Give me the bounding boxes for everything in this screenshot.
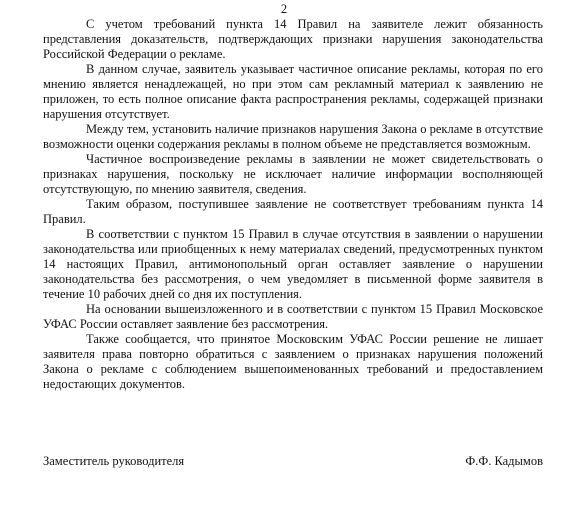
- page-number: 2: [280, 2, 288, 16]
- paragraph-burden-of-proof: С учетом требований пункта 14 Правил на заявителе лежит обязанность представления доказательств, подтверждающих признаки нарушения законодательства Российской Федерации о рекламе.: [43, 17, 543, 61]
- paragraph-conclusion: Таким образом, поступившее заявление не соответствует требованиям пункта 14 Правил.: [43, 197, 543, 226]
- paragraph-partial-description: В данном случае, заявитель указывает частичное описание рекламы, которая по его мнению является ненадлежащей, но при этом сам рекламный материал к заявлению не приложен, то есть полное описание факта распространения рекламы, содержащей признаки нарушения отсутствует.: [43, 62, 543, 121]
- paragraph-decision: На основании вышеизложенного и в соответствии с пунктом 15 Правил Московское УФАС России оставляет заявление без рассмотрения.: [43, 302, 543, 331]
- paragraph-rule-15: В соответствии с пунктом 15 Правил в случае отсутствия в заявлении о нарушении законодательства или приобщенных к нему материалах сведений, предусмотренных пунктом 14 настоящих Правил, антимонопольный орган оставляет заявление о нарушении законодательства без рассмотрения, о чем уведомляет в письменной форме заявителя в течение 10 рабочих дней со дня их поступления.: [43, 227, 543, 301]
- signatory-position: Заместитель руководителя: [43, 454, 185, 468]
- signature-block: [43, 454, 543, 469]
- signatory-name: Ф.Ф. Кадымов: [465, 454, 543, 468]
- paragraph-right-to-reapply: Также сообщается, что принятое Московским УФАС России решение не лишает заявителя права повторно обратиться с заявлением о признаках нарушения положений Закона о рекламе с соблюдением вышепоименованных требований и предоставлением недостающих документов.: [43, 332, 543, 391]
- letter-body: [43, 17, 543, 392]
- paragraph-partial-reproduction: Частичное воспроизведение рекламы в заявлении не может свидетельствовать о признаках нарушения, поскольку не исключает наличие информации восполняющей отсутствующую, по мнению заявителя, сведения.: [43, 152, 543, 196]
- paragraph-impossibility: Между тем, установить наличие признаков нарушения Закона о рекламе в отсутствие возможности оценки содержания рекламы в полном объеме не представляется возможным.: [43, 122, 543, 151]
